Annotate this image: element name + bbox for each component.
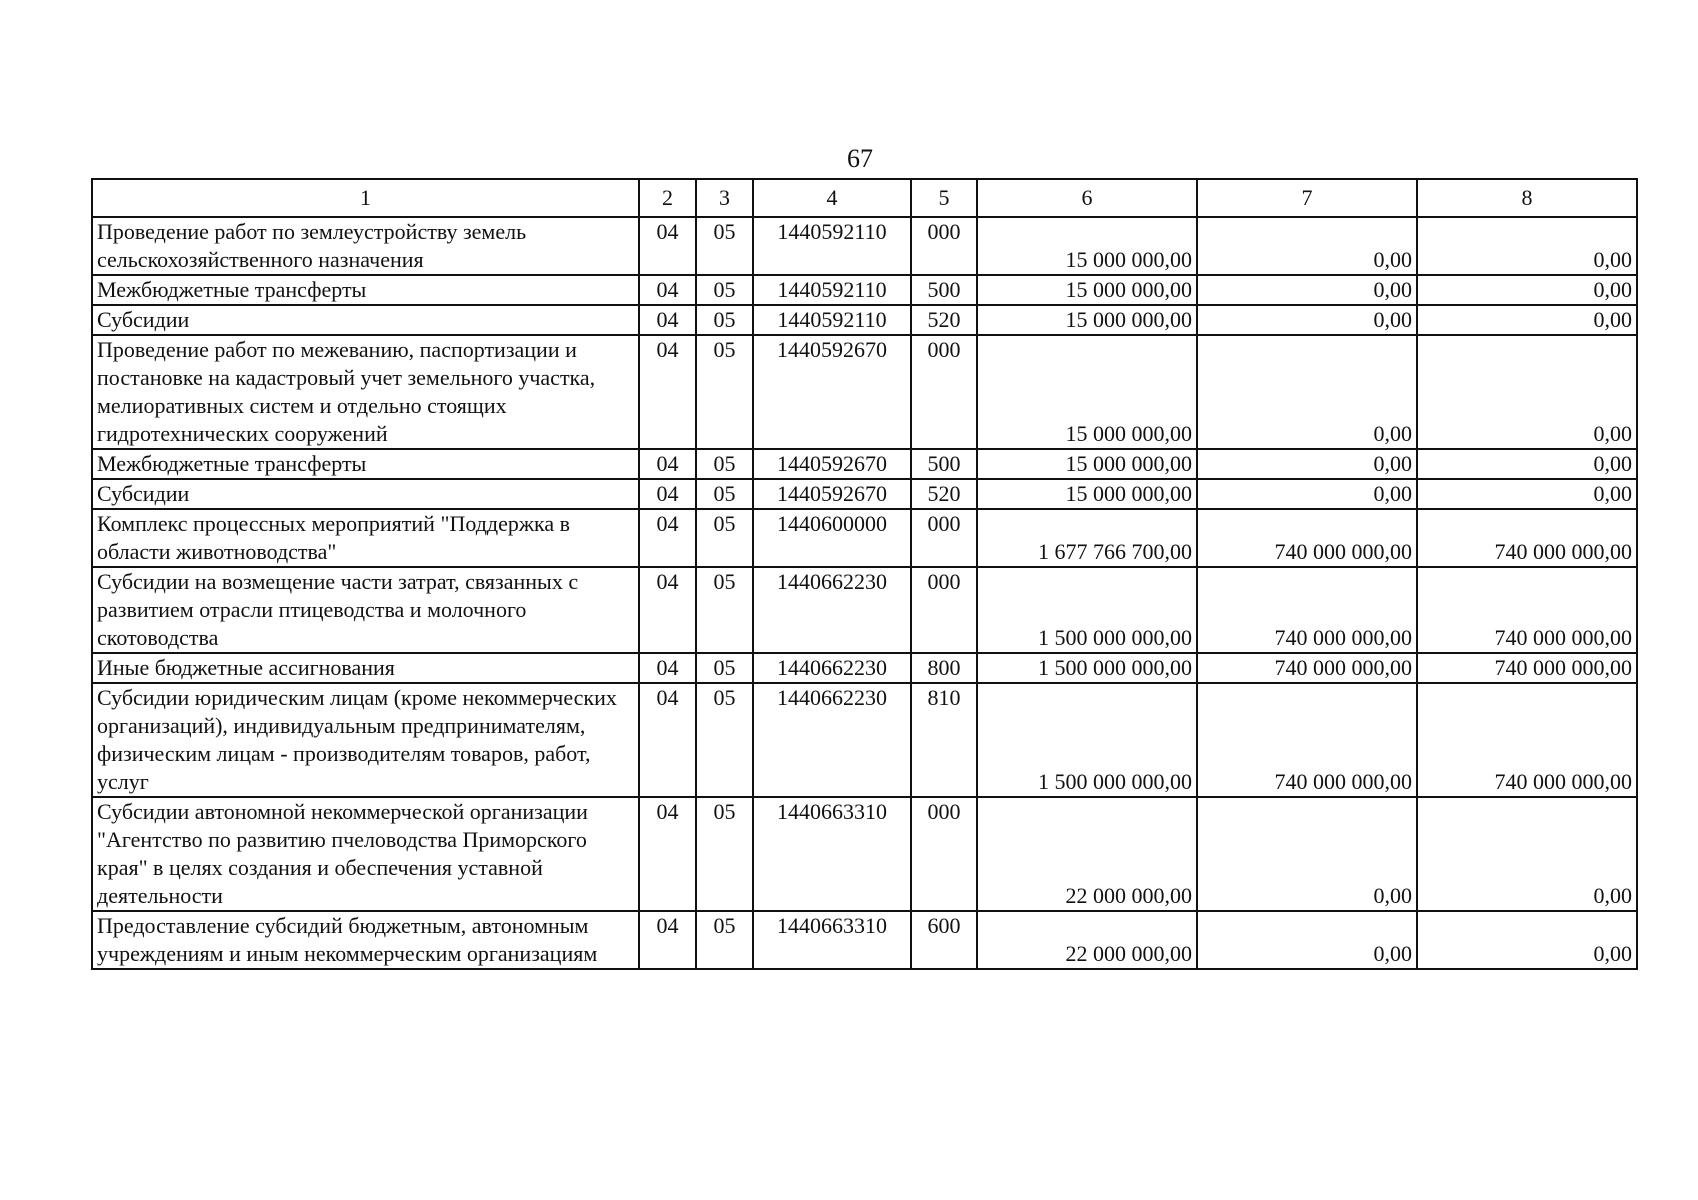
column-header: 5 xyxy=(911,179,977,217)
row-name: Межбюджетные трансферты xyxy=(92,275,639,305)
amount-col8: 740 000 000,00 xyxy=(1417,509,1637,567)
amount-col6: 1 500 000 000,00 xyxy=(977,683,1197,797)
amount-col6: 1 500 000 000,00 xyxy=(977,653,1197,683)
amount-col7: 740 000 000,00 xyxy=(1197,683,1417,797)
amount-col6: 1 500 000 000,00 xyxy=(977,567,1197,653)
section-code: 04 xyxy=(639,335,696,449)
expense-type-code: 500 xyxy=(911,449,977,479)
expense-type-code: 500 xyxy=(911,275,977,305)
table-row xyxy=(92,509,1637,567)
amount-col6: 1 677 766 700,00 xyxy=(977,509,1197,567)
amount-col7: 0,00 xyxy=(1197,449,1417,479)
header-row xyxy=(92,179,1637,217)
amount-col7: 740 000 000,00 xyxy=(1197,509,1417,567)
row-name: Субсидии xyxy=(92,305,639,335)
amount-col8: 740 000 000,00 xyxy=(1417,683,1637,797)
amount-col8: 0,00 xyxy=(1417,911,1637,969)
target-article-code: 1440592670 xyxy=(753,479,911,509)
column-header: 3 xyxy=(696,179,753,217)
budget-table xyxy=(91,178,1638,970)
amount-col7: 740 000 000,00 xyxy=(1197,567,1417,653)
row-name: Проведение работ по межеванию, паспортизации и постановке на кадастровый учет земельного участка, мелиоративных систем и отдельно стоящих гидротехнических сооружений xyxy=(92,335,639,449)
section-code: 04 xyxy=(639,449,696,479)
amount-col7: 740 000 000,00 xyxy=(1197,653,1417,683)
row-name: Субсидии на возмещение части затрат, связанных с развитием отрасли птицеводства и молочного скотоводства xyxy=(92,567,639,653)
expense-type-code: 000 xyxy=(911,217,977,275)
expense-type-code: 000 xyxy=(911,567,977,653)
column-header: 8 xyxy=(1417,179,1637,217)
target-article-code: 1440592110 xyxy=(753,217,911,275)
section-code: 04 xyxy=(639,911,696,969)
subsection-code: 05 xyxy=(696,449,753,479)
row-name: Иные бюджетные ассигнования xyxy=(92,653,639,683)
expense-type-code: 810 xyxy=(911,683,977,797)
table-row xyxy=(92,479,1637,509)
target-article-code: 1440662230 xyxy=(753,683,911,797)
amount-col7: 0,00 xyxy=(1197,797,1417,911)
subsection-code: 05 xyxy=(696,479,753,509)
row-name: Предоставление субсидий бюджетным, автономным учреждениям и иным некоммерческим организациям xyxy=(92,911,639,969)
section-code: 04 xyxy=(639,479,696,509)
table-row xyxy=(92,653,1637,683)
amount-col7: 0,00 xyxy=(1197,275,1417,305)
amount-col7: 0,00 xyxy=(1197,335,1417,449)
target-article-code: 1440592670 xyxy=(753,449,911,479)
table-row xyxy=(92,217,1637,275)
amount-col8: 0,00 xyxy=(1417,305,1637,335)
subsection-code: 05 xyxy=(696,567,753,653)
table-row xyxy=(92,335,1637,449)
page-number: 67 xyxy=(847,144,873,173)
target-article-code: 1440592670 xyxy=(753,335,911,449)
amount-col7: 0,00 xyxy=(1197,911,1417,969)
amount-col7: 0,00 xyxy=(1197,305,1417,335)
table-row xyxy=(92,305,1637,335)
amount-col7: 0,00 xyxy=(1197,479,1417,509)
amount-col7: 0,00 xyxy=(1197,217,1417,275)
target-article-code: 1440592110 xyxy=(753,305,911,335)
amount-col8: 740 000 000,00 xyxy=(1417,567,1637,653)
table-row xyxy=(92,683,1637,797)
subsection-code: 05 xyxy=(696,275,753,305)
row-name: Проведение работ по землеустройству земель сельскохозяйственного назначения xyxy=(92,217,639,275)
row-name: Межбюджетные трансферты xyxy=(92,449,639,479)
section-code: 04 xyxy=(639,217,696,275)
row-name: Комплекс процессных мероприятий "Поддержка в области животноводства" xyxy=(92,509,639,567)
amount-col8: 0,00 xyxy=(1417,217,1637,275)
target-article-code: 1440592110 xyxy=(753,275,911,305)
subsection-code: 05 xyxy=(696,305,753,335)
amount-col8: 0,00 xyxy=(1417,335,1637,449)
subsection-code: 05 xyxy=(696,335,753,449)
subsection-code: 05 xyxy=(696,509,753,567)
column-header: 6 xyxy=(977,179,1197,217)
section-code: 04 xyxy=(639,683,696,797)
expense-type-code: 000 xyxy=(911,509,977,567)
target-article-code: 1440663310 xyxy=(753,911,911,969)
row-name: Субсидии автономной некоммерческой организации "Агентство по развитию пчеловодства Приморского края" в целях создания и обеспечения уставной деятельности xyxy=(92,797,639,911)
target-article-code: 1440600000 xyxy=(753,509,911,567)
target-article-code: 1440663310 xyxy=(753,797,911,911)
subsection-code: 05 xyxy=(696,797,753,911)
amount-col6: 22 000 000,00 xyxy=(977,911,1197,969)
amount-col6: 22 000 000,00 xyxy=(977,797,1197,911)
amount-col8: 0,00 xyxy=(1417,797,1637,911)
subsection-code: 05 xyxy=(696,911,753,969)
table-row xyxy=(92,797,1637,911)
amount-col6: 15 000 000,00 xyxy=(977,335,1197,449)
subsection-code: 05 xyxy=(696,217,753,275)
expense-type-code: 600 xyxy=(911,911,977,969)
expense-type-code: 000 xyxy=(911,335,977,449)
expense-type-code: 520 xyxy=(911,479,977,509)
expense-type-code: 520 xyxy=(911,305,977,335)
subsection-code: 05 xyxy=(696,653,753,683)
amount-col8: 0,00 xyxy=(1417,275,1637,305)
column-header: 1 xyxy=(92,179,639,217)
table-row xyxy=(92,911,1637,969)
table-row xyxy=(92,567,1637,653)
section-code: 04 xyxy=(639,275,696,305)
target-article-code: 1440662230 xyxy=(753,567,911,653)
column-header: 2 xyxy=(639,179,696,217)
amount-col6: 15 000 000,00 xyxy=(977,217,1197,275)
subsection-code: 05 xyxy=(696,683,753,797)
expense-type-code: 800 xyxy=(911,653,977,683)
amount-col6: 15 000 000,00 xyxy=(977,449,1197,479)
target-article-code: 1440662230 xyxy=(753,653,911,683)
table-row xyxy=(92,275,1637,305)
section-code: 04 xyxy=(639,509,696,567)
amount-col8: 0,00 xyxy=(1417,449,1637,479)
column-header: 4 xyxy=(753,179,911,217)
amount-col8: 740 000 000,00 xyxy=(1417,653,1637,683)
row-name: Субсидии xyxy=(92,479,639,509)
section-code: 04 xyxy=(639,797,696,911)
amount-col6: 15 000 000,00 xyxy=(977,305,1197,335)
section-code: 04 xyxy=(639,567,696,653)
amount-col6: 15 000 000,00 xyxy=(977,479,1197,509)
expense-type-code: 000 xyxy=(911,797,977,911)
amount-col6: 15 000 000,00 xyxy=(977,275,1197,305)
row-name: Субсидии юридическим лицам (кроме некоммерческих организаций), индивидуальным предпринимателям, физическим лицам - производителям товаров, работ, услуг xyxy=(92,683,639,797)
table-row xyxy=(92,449,1637,479)
amount-col8: 0,00 xyxy=(1417,479,1637,509)
section-code: 04 xyxy=(639,305,696,335)
section-code: 04 xyxy=(639,653,696,683)
column-header: 7 xyxy=(1197,179,1417,217)
